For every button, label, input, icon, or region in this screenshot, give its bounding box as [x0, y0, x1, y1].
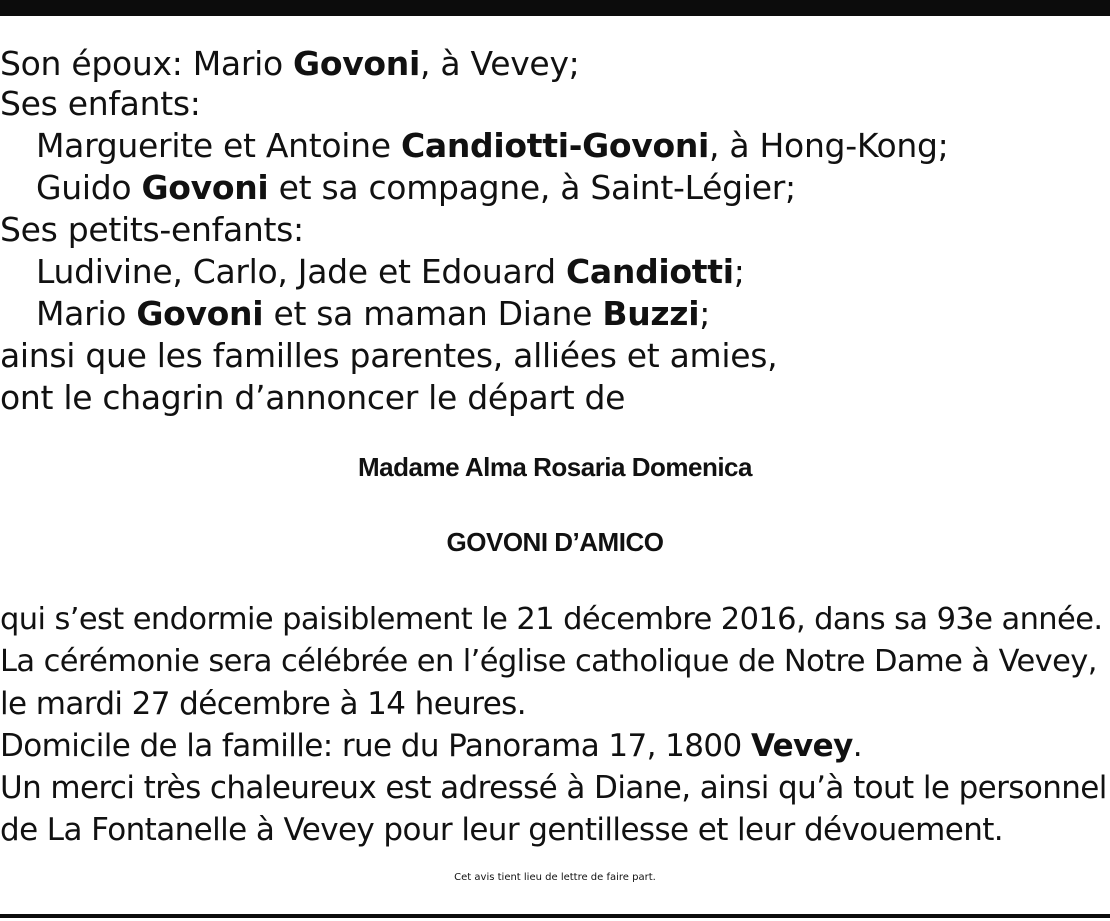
domicile-line [0, 725, 862, 767]
child-suffix: , à Hong-Kong; [709, 126, 949, 165]
deceased-name-line-2: GOVONI D’AMICO [446, 527, 664, 557]
closing-line: Cet avis tient lieu de lettre de faire part. [454, 872, 656, 883]
child-line-1 [36, 125, 948, 167]
announcement-line: ont le chagrin d’annoncer le départ de [0, 378, 626, 417]
bottom-border-rule [0, 914, 1110, 918]
grandchild-prefix: Mario [36, 294, 137, 333]
domicile-suffix: . [852, 728, 862, 764]
domicile-city: Vevey [750, 728, 853, 764]
spouse-line [0, 43, 580, 85]
grandchild-middle: et sa maman Diane [263, 294, 603, 333]
domicile-prefix: Domicile de la famille: rue du Panorama 17, 1800 [0, 728, 751, 764]
spouse-prefix: Son époux: Mario [0, 44, 294, 83]
deceased-name-line-1: Madame Alma Rosaria Domenica [358, 452, 752, 482]
grandchild-surname: Govoni [136, 294, 264, 333]
spouse-suffix: , à Vevey; [420, 44, 580, 83]
spouse-surname: Govoni [293, 44, 420, 83]
relatives-line: ainsi que les familles parentes, alliées et amies, [0, 336, 778, 375]
child-surname: Govoni [141, 168, 269, 207]
child-line-2 [36, 167, 796, 209]
top-border-rule [0, 0, 1110, 16]
thanks-line-2: de La Fontanelle à Vevey pour leur gentillesse et leur dévouement. [0, 812, 1004, 848]
children-heading: Ses enfants: [0, 84, 201, 123]
child-surname: Candiotti-Govoni [400, 126, 710, 165]
grandchild-suffix: ; [699, 294, 711, 333]
grandchildren-heading: Ses petits-enfants: [0, 210, 304, 249]
grandchild-mother-surname: Buzzi [602, 294, 700, 333]
ceremony-line-2: le mardi 27 décembre à 14 heures. [0, 686, 526, 722]
grandchild-prefix: Ludivine, Carlo, Jade et Edouard [36, 252, 566, 291]
death-details-line: qui s’est endormie paisiblement le 21 décembre 2016, dans sa 93e année. [0, 602, 1103, 637]
grandchild-line-1 [36, 251, 745, 293]
grandchild-surname: Candiotti [565, 252, 734, 291]
child-prefix: Guido [36, 168, 142, 207]
child-suffix: et sa compagne, à Saint-Légier; [268, 168, 796, 207]
child-prefix: Marguerite et Antoine [36, 126, 401, 165]
grandchild-line-2 [36, 293, 710, 335]
thanks-line-1: Un merci très chaleureux est adressé à Diane, ainsi qu’à tout le personnel [0, 770, 1107, 806]
ceremony-line-1: La cérémonie sera célébrée en l’église catholique de Notre Dame à Vevey, [0, 644, 1097, 679]
grandchild-suffix: ; [733, 252, 745, 291]
